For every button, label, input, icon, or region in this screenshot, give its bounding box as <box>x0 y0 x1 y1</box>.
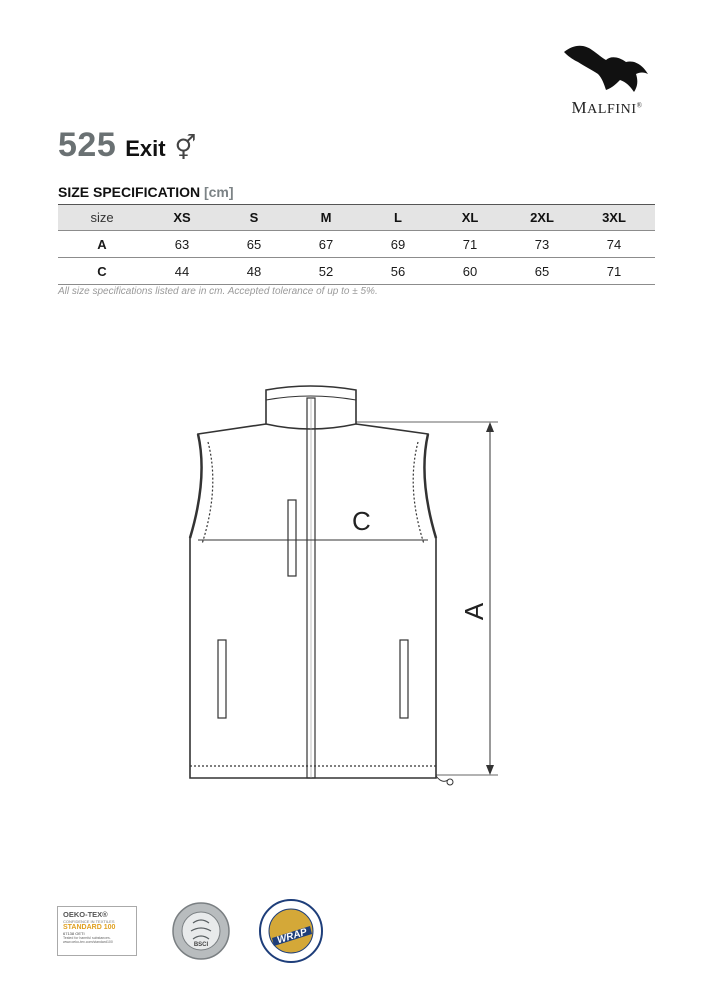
dimension-label-a: A <box>459 602 490 621</box>
wrap-seal-icon <box>258 898 324 964</box>
table-cell: 71 <box>606 263 622 279</box>
wrap-label: WRAP <box>275 926 309 947</box>
table-cell: 69 <box>390 236 406 252</box>
table-cell: 65 <box>534 263 550 279</box>
row-label: C <box>97 263 107 279</box>
eagle-logo-icon <box>562 40 654 96</box>
table-cell: 52 <box>318 263 334 279</box>
size-header: XL <box>461 210 479 225</box>
size-header: XS <box>173 210 191 225</box>
vest-diagram <box>180 378 510 798</box>
size-header: 3XL <box>602 210 626 225</box>
table-cell: 71 <box>462 236 478 252</box>
table-cell: 74 <box>606 236 622 252</box>
table-cell: 48 <box>246 263 262 279</box>
size-table <box>58 204 655 285</box>
product-code: 525 <box>58 126 117 164</box>
size-header: L <box>394 210 402 225</box>
vest-outline <box>180 378 510 798</box>
bsci-seal-icon <box>171 901 231 961</box>
dimension-label-c: C <box>352 506 371 536</box>
spec-unit: [cm] <box>203 184 234 200</box>
product-name: Exit <box>125 136 166 161</box>
table-cell: 44 <box>174 263 190 279</box>
brand-logo <box>556 40 658 120</box>
table-cell: 73 <box>534 236 550 252</box>
bsci-badge <box>171 901 231 961</box>
bsci-label: BSCI <box>193 942 209 948</box>
header-label: size <box>90 210 114 225</box>
unisex-icon: ⚥ <box>174 134 197 162</box>
brand-name: MALFINI® <box>571 98 643 117</box>
wrap-badge <box>258 898 324 964</box>
row-label: A <box>97 236 107 252</box>
tolerance-note: All size specifications listed are in cm. Accepted tolerance of up to ± 5%. <box>58 286 378 297</box>
table-cell: 65 <box>246 236 262 252</box>
table-cell: 56 <box>390 263 406 279</box>
spec-heading: SIZE SPECIFICATION [cm] <box>58 184 234 200</box>
table-cell: 67 <box>318 236 334 252</box>
table-header-row <box>58 204 655 231</box>
size-header: S <box>249 210 259 225</box>
product-title <box>58 126 196 166</box>
table-row <box>58 231 655 258</box>
size-header: M <box>320 210 332 225</box>
size-header: 2XL <box>530 210 554 225</box>
oeko-tex-badge: OEKO-TEX® CONFIDENCE IN TEXTILES STANDARD 100 67138 OETI Tested for harmful substances. www.oeko-tex.com/standard100 <box>57 906 137 956</box>
table-row <box>58 258 655 285</box>
table-cell: 60 <box>462 263 478 279</box>
table-cell: 63 <box>174 236 190 252</box>
